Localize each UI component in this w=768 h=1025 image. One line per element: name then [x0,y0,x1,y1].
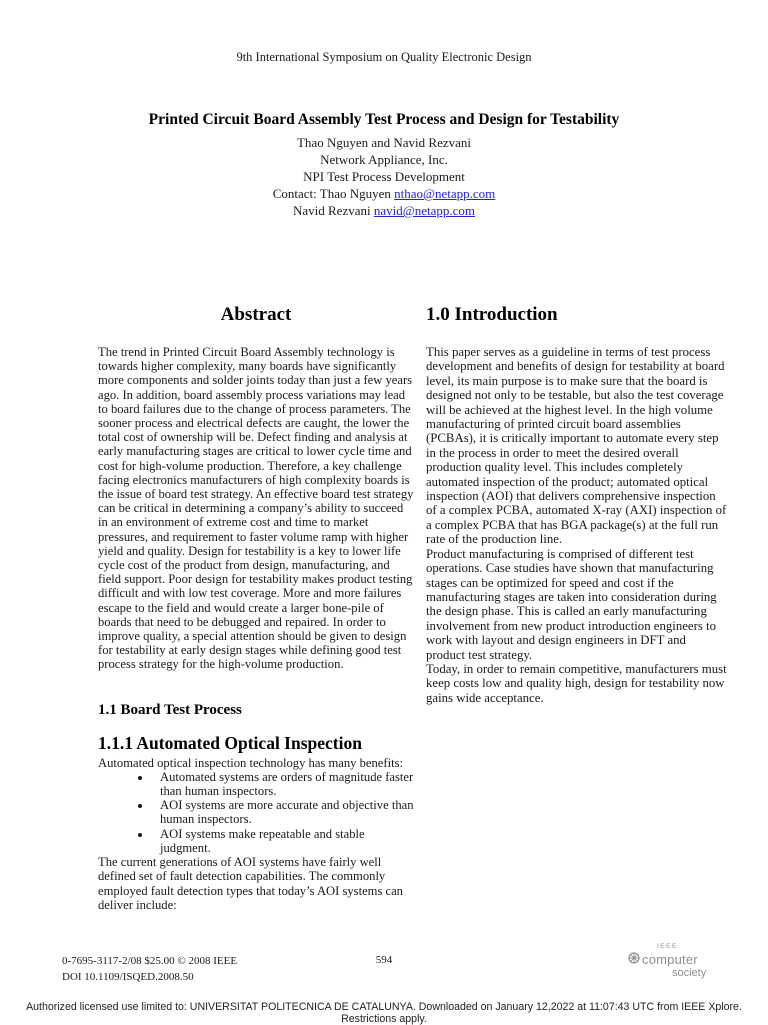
abstract-heading: Abstract [220,304,292,325]
society-label: society [672,966,707,979]
paper-title: Printed Circuit Board Assembly Test Process and Design for Testability [148,111,620,128]
authors-line: Thao Nguyen and Navid Rezvani [296,135,471,150]
left-column [98,300,414,912]
aoi-lead-paragraph: Automated optical inspection technology has many benefits: [98,755,403,770]
contact-prefix: Contact: Thao Nguyen [272,186,391,201]
ieee-computer-society-logo [628,944,728,979]
introduction-paragraph: Product manufacturing is comprised of different test operations. Case studies have shown that manufacturing stages can be optimized for speed and cost if the manufacturing stages are taken into consideration during the design phase. This is called an early manufacturing involvement from new product introduction engineers to work with layout and design engineers in DFT and product test strategy. [426,546,717,662]
conference-header: 9th International Symposium on Quality Electronic Design [236,50,532,64]
ieee-computer-society-emblem-icon [628,952,640,968]
right-column [426,300,728,705]
list-item: • Automated systems are orders of magnitude faster than human inspectors. [152,770,414,798]
introduction-paragraph: This paper serves as a guideline in terms of test process development and benefits of design for testability at board level, its main purpose is to make sure that the board is designed not only to be testable, but also the test coverage will be achieved at the highest level. In the high volume manufacturing of printed circuit board assemblies (PCBAs), it is critically important to automate every step in the process in order to meet the desired overall production quality level. This includes completely automated inspection of the product; automated optical inspection (AOI) that delivers comprehensive inspection of a complex PCBA, automated X-ray (AXI) inspection of a complex PCBA that has BGA package(s) at the full run rate of the production line. [426,345,727,547]
contact-line-2 [0,202,768,219]
copyright-line-1: 0-7695-3117-2/08 $25.00 © 2008 IEEE [62,955,238,967]
list-item: • AOI systems are more accurate and objective than human inspectors. [152,798,414,826]
page-number: 594 [375,954,393,966]
introduction-heading: 1.0 Introduction [426,304,558,325]
section-1-1-heading: 1.1 Board Test Process [98,701,242,718]
aoi-benefits-list [98,770,414,855]
email-link-navid[interactable]: navid@netapp.com [373,203,475,218]
introduction-paragraph: Today, in order to remain competitive, manufacturers must keep costs low and quality high, design for testability now gains wide acceptance. [426,661,727,705]
aoi-after-paragraph: The current generations of AOI systems have fairly well defined set of fault detection capabilities. The commonly employed fault detection types that today’s AOI systems can deliver include: [98,855,403,912]
contact-line-1 [0,185,768,202]
ieee-label: IEEE [657,943,678,950]
doi-line: DOI 10.1109/ISQED.2008.50 [62,970,194,983]
department-line: NPI Test Process Development [303,169,465,184]
section-1-1-1-heading: 1.1.1 Automated Optical Inspection [98,732,362,753]
title-block [0,111,768,219]
email-link-nthao[interactable]: nthao@netapp.com [394,186,496,201]
contact2-prefix: Navid Rezvani [292,203,371,218]
affiliation-line: Network Appliance, Inc. [320,152,448,167]
computer-label: computer [642,952,698,967]
list-item: • AOI systems make repeatable and stable judgment. [152,827,414,855]
xplore-license-stamp: Authorized licensed use limited to: UNIVERSITAT POLITECNICA DE CATALUNYA. Downloaded on January 12,2022 at 11:07:43 UTC from IEEE Xplore. Restrictions apply. [26,1001,742,1025]
abstract-paragraph: The trend in Printed Circuit Board Assembly technology is towards higher complexity, many boards have significantly more components and solder joints today than just a few years ago. In addition, board assembly process variations may lead to board failures due to the change of process parameters. The sooner process and electrical defects are caught, the lower the total cost of ownership will be. Defect finding and analysis at early manufacturing stages are critical to lower cycle time and cost for high-volume production. Therefore, a key challenge facing electronics manufacturers of high complexity boards is the issue of board test strategy. An effective board test strategy can be critical in determining a company’s ability to succeed in an environment of extreme cost and time to market pressures, and requirement to faster volume ramp with higher yield and quality. Design for testability is a key to lower life cycle cost of the product from design, manufacturing, and field support. Poor design for testability makes product testing difficult and with low test coverage. More and more failures escape to the field and would create a larger bone-pile of boards that need to be debugged and repaired. In order to improve quality, a special attention should be given to design for testability at early design stages while defining good test process strategy for the high-volume production. [98,345,414,672]
